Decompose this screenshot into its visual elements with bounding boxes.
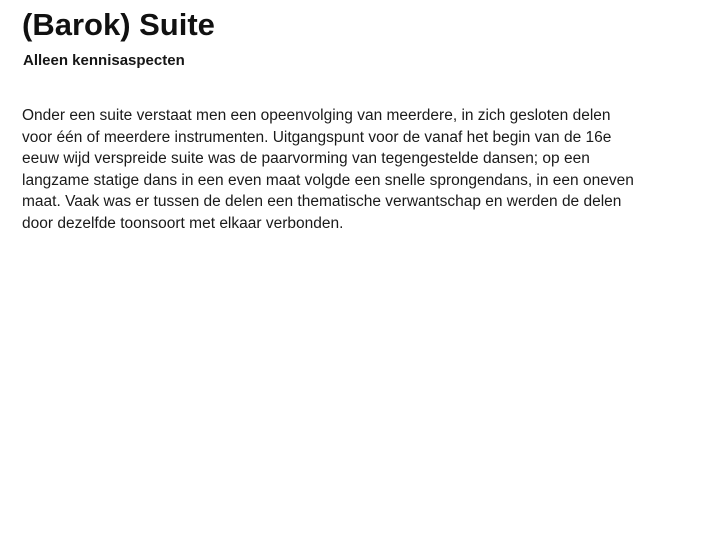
slide-body-text [22,105,634,235]
slide-subtitle: Alleen kennisaspecten [23,52,185,69]
body-line: door dezelfde toonsoort met elkaar verbonden. [22,214,344,232]
body-line: langzame statige dans in een even maat volgde een snelle sprongendans, in een oneven [22,171,634,189]
body-line: maat. Vaak was er tussen de delen een thematische verwantschap en werden de delen [22,193,622,211]
body-line: eeuw wijd verspreide suite was de paarvorming van tegengestelde dansen; op een [22,150,590,168]
slide-title: (Barok) Suite [22,7,215,42]
body-line: voor één of meerdere instrumenten. Uitgangspunt voor de vanaf het begin van de 16e [22,128,612,146]
body-line: Onder een suite verstaat men een opeenvolging van meerdere, in zich gesloten delen [22,107,611,124]
